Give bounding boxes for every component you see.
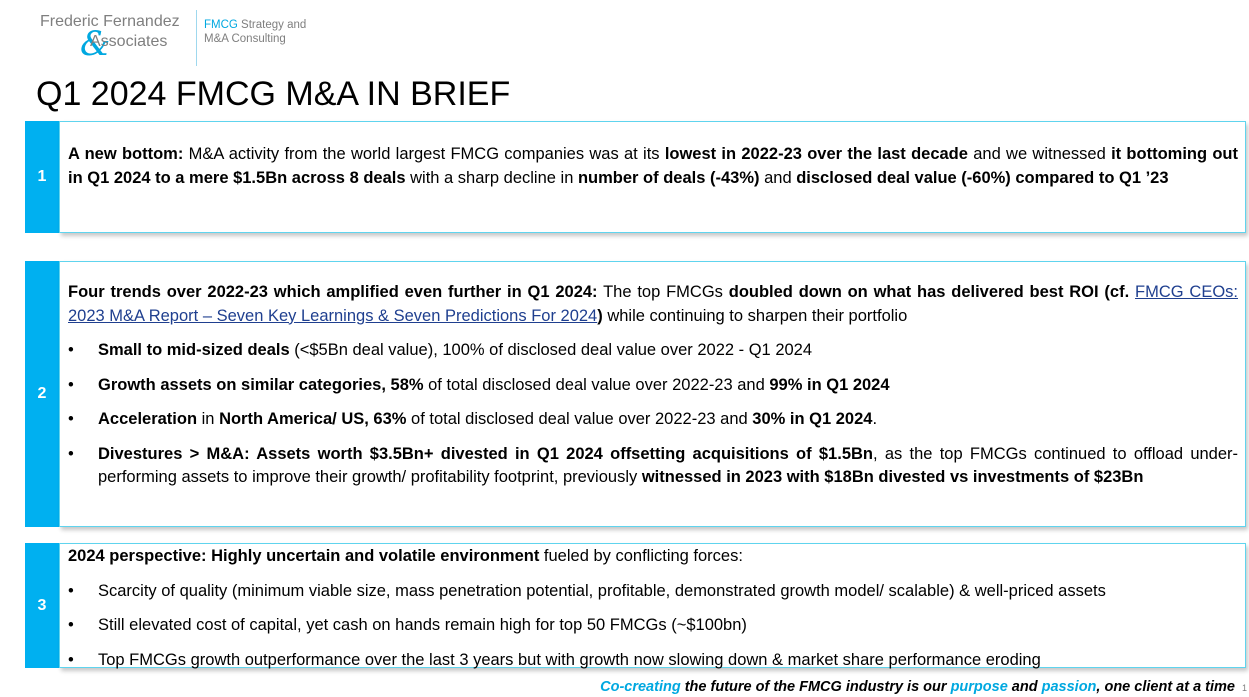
list-item (68, 339, 1238, 363)
bullet-icon: • (68, 444, 74, 463)
bullet-text (98, 445, 1238, 487)
bullet-icon: • (68, 650, 74, 669)
footer-purpose: purpose (950, 679, 1008, 695)
list-item (68, 580, 1238, 604)
bullet-text (98, 341, 812, 359)
footer-tagline (600, 678, 1235, 696)
bold-text: 2024 perspective: Highly uncertain and volatile environment (68, 547, 540, 565)
bold-text: Acceleration (98, 410, 198, 428)
company-logo (40, 12, 320, 66)
footer-passion: passion (1041, 679, 1097, 695)
text: in (197, 410, 220, 428)
section-2-intro-bold2: doubled down on what has delivered best ROI (cf. (728, 283, 1130, 301)
bold-text: Divestures > M&A: Assets worth $3.5Bn+ divested in Q1 2024 offsetting acquisitions of $1.5Bn (98, 444, 873, 463)
text: of total disclosed deal value over 2022-23 and (406, 410, 753, 428)
bold-text: number of deals (-43%) (577, 168, 760, 187)
logo-tagline (204, 18, 306, 46)
bullet-icon: • (68, 341, 74, 359)
list-item (68, 408, 1238, 432)
section-1-paragraph (68, 143, 1238, 190)
text: with a sharp decline in (405, 168, 578, 187)
section-2-intro-text2: while continuing to sharpen their portfolio (602, 306, 908, 325)
text: (<$5Bn deal value), 100% of disclosed deal value over 2022 - Q1 2024 (289, 341, 813, 359)
section-1-text (68, 143, 1238, 190)
text: , as the top FMCGs continued to offload under-performing assets to improve their growth/ profitability footprint, previously (98, 444, 1239, 486)
section-3-text (68, 545, 1238, 672)
list-item (68, 649, 1238, 673)
text: fueled by conflicting forces: (539, 547, 743, 565)
list-item (68, 614, 1238, 638)
footer-text-3: , one client at a time (1096, 679, 1235, 695)
section-2-intro-bold: Four trends over 2022-23 which amplified even further in Q1 2024: (68, 283, 598, 301)
section-3-number: 3 (25, 543, 59, 668)
bullet-text (98, 376, 890, 394)
bold-text: witnessed in 2023 with $18Bn divested vs investments of $23Bn (641, 468, 1144, 486)
bullet-text: Scarcity of quality (minimum viable size, mass penetration potential, profitable, demonstrated growth model/ scalable) & well-priced assets (98, 581, 1106, 600)
section-2-intro-text: The top FMCGs (597, 283, 729, 301)
list-item (68, 443, 1238, 490)
logo-associates: Associates (90, 33, 168, 50)
bold-text: A new bottom: (68, 145, 184, 163)
bullet-icon: • (68, 375, 74, 394)
report-link[interactable]: FMCG CEOs: 2023 M&A Report – Seven Key Learnings & Seven Predictions For 2024 (68, 283, 1239, 325)
text: . (872, 410, 878, 428)
section-2-number: 2 (25, 261, 59, 527)
bold-text: 99% in Q1 2024 (769, 375, 890, 394)
text: of total disclosed deal value over 2022-23 and (423, 375, 770, 394)
page-title: Q1 2024 FMCG M&A IN BRIEF (36, 75, 511, 113)
bullet-icon: • (68, 410, 74, 428)
bold-text: Growth assets on similar categories, 58% (98, 375, 424, 394)
page-number: 1 (1241, 683, 1247, 693)
bold-text: it bottoming out in Q1 2024 to a mere $1.5Bn across 8 deals (68, 145, 1238, 187)
footer-cocreating: Co-creating (600, 679, 681, 695)
bold-text: 30% in Q1 2024 (752, 410, 873, 428)
footer-text-1: the future of the FMCG industry is our (680, 679, 951, 695)
footer-text-2: and (1007, 679, 1042, 695)
section-3-intro (68, 545, 1238, 569)
section-2-intro-bold3: ) (597, 306, 603, 325)
logo-tag-line2: M&A Consulting (204, 33, 286, 45)
section-2-text (68, 281, 1238, 490)
bullet-text: Top FMCGs growth outperformance over the last 3 years but with growth now slowing down & market share performance eroding (98, 650, 1041, 669)
bold-text: disclosed deal value (-60%) compared to Q1 ’23 (796, 168, 1169, 187)
bullet-icon: • (68, 581, 74, 600)
bold-text: lowest in 2022-23 over the last decade (664, 145, 968, 163)
bullet-text (98, 410, 877, 428)
section-2-intro (68, 281, 1238, 328)
logo-tag-highlight: FMCG (204, 19, 238, 31)
logo-divider (196, 10, 197, 66)
bold-text: North America/ US, 63% (219, 410, 407, 428)
section-1-number: 1 (25, 121, 59, 233)
bullet-icon: • (68, 616, 74, 634)
bold-text: Small to mid-sized deals (98, 341, 290, 359)
text: M&A activity from the world largest FMCG companies was at its (183, 145, 665, 163)
logo-tag-rest: Strategy and (237, 19, 307, 31)
bullet-text: Still elevated cost of capital, yet cash on hands remain high for top 50 FMCGs (~$100bn) (98, 616, 747, 634)
logo-name: Frederic Fernandez (40, 13, 180, 30)
logo-ampersand: & (80, 24, 111, 64)
text: and we witnessed (967, 145, 1112, 163)
text: and (759, 168, 797, 187)
list-item (68, 374, 1238, 398)
